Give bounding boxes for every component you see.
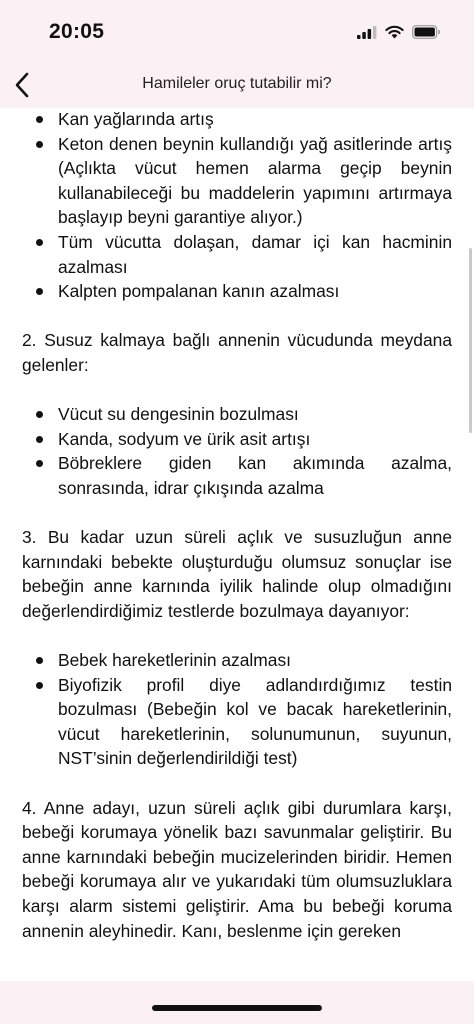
page-title: Hamileler oruç tutabilir mi? — [142, 75, 332, 92]
spacer — [22, 378, 452, 403]
home-indicator-area — [0, 981, 474, 1024]
section-2-heading: 2. Susuz kalmaya bağlı annenin vücudunda meydana gelenler: — [22, 330, 452, 375]
spacer — [22, 771, 452, 796]
spacer — [22, 623, 452, 648]
list-item: Bebek hareketlerinin azalması — [22, 648, 452, 673]
section-4-paragraph: 4. Anne adayı, uzun süreli açlık gibi durumlara karşı, bebeği korumaya yönelik bazı savunmalar geliştirir. Bu anne karnındaki bebeğin mucizelerinden biridir. Hemen bebeği korumaya alır ve yukarıdaki tüm olumsuzluklara karşı alarm sistemi geliştirir. Ama bu bebeği koruma annenin aleyhinedir. Kanı, beslenme için gereken — [22, 797, 452, 941]
bullet-list-top — [22, 108, 452, 304]
list-item: Vücut su dengesinin bozulması — [22, 402, 452, 427]
chevron-left-icon — [14, 72, 30, 98]
home-indicator[interactable] — [152, 1005, 322, 1011]
status-bar — [0, 0, 474, 62]
scroll-indicator[interactable] — [469, 248, 472, 433]
spacer — [22, 304, 452, 329]
list-item: Biyofizik profil diye adlandırdığımız testin bozulması (Bebeğin kol ve bacak hareketlerinin, vücut hareketlerinin, solunumunun, suyunun, NST’sinin değerlendirildiği test) — [22, 673, 452, 771]
section-3-heading: 3. Bu kadar uzun süreli açlık ve susuzluğun anne karnındaki bebekte oluşturduğu olumsuz sonuçlar ise bebeğin anne karnında iyilik halinde olup olmadığını değerlendirdiğimiz testlerde bozulmaya dayanıyor: — [22, 527, 452, 621]
list-item: Kanda, sodyum ve ürik asit artışı — [22, 427, 452, 452]
list-item: Tüm vücutta dolaşan, damar içi kan hacminin azalması — [22, 230, 452, 279]
bullet-list-section-2 — [22, 402, 452, 500]
back-button[interactable] — [6, 66, 38, 104]
article-body — [22, 108, 452, 943]
status-time: 20:05 — [49, 20, 105, 43]
wifi-icon — [385, 25, 404, 39]
list-item: Kalpten pompalanan kanın azalması — [22, 279, 452, 304]
bullet-list-section-3 — [22, 648, 452, 771]
cellular-signal-icon — [357, 26, 377, 39]
app-header — [0, 0, 474, 108]
list-item: Böbreklere giden kan akımında azalma, sonrasında, idrar çıkışında azalma — [22, 451, 452, 500]
article-scroll-view[interactable] — [0, 108, 474, 981]
list-item: Kan yağlarında artış — [22, 108, 452, 132]
list-item: Keton denen beynin kullandığı yağ asitlerinde artış (Açlıkta vücut hemen alarma geçip beynin kullanabileceği bu maddelerin yapımını artırmaya başlayıp beyni garantiye alıyor.) — [22, 132, 452, 230]
spacer — [22, 501, 452, 526]
status-icons — [357, 22, 441, 42]
battery-icon — [412, 25, 441, 39]
navigation-bar — [0, 62, 474, 108]
